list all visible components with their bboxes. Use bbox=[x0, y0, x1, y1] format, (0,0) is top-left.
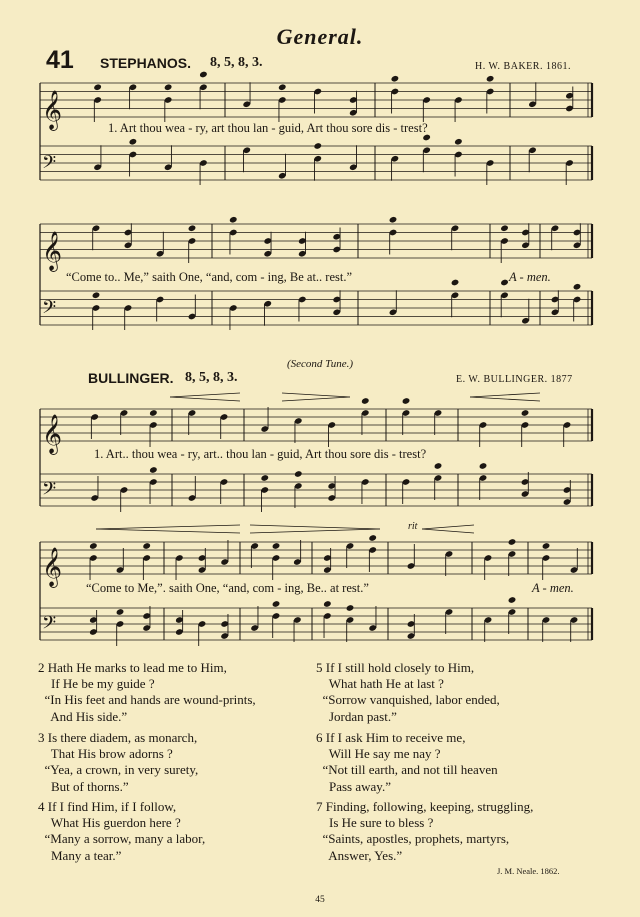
lyrics-stephanos-line1: 1. Art thou wea - ry, art thou lan - guid, Art thou sore dis - trest? bbox=[108, 121, 428, 135]
bass-clef-icon: 𝄢 bbox=[42, 479, 57, 504]
note-head bbox=[149, 409, 158, 417]
amen-bullinger: A - men. bbox=[532, 581, 574, 595]
decrescendo-hairpin bbox=[250, 525, 380, 529]
note-head bbox=[188, 224, 197, 232]
note-head bbox=[229, 216, 238, 224]
crescendo-hairpin bbox=[422, 529, 474, 533]
crescendo-hairpin bbox=[470, 393, 540, 397]
lyrics-bullinger-line1: 1. Art.. thou wea - ry, art.. thou lan - guid, Art thou sore dis - trest? bbox=[94, 447, 427, 461]
crescendo-hairpin bbox=[96, 529, 240, 533]
bass-clef-icon: 𝄢 bbox=[42, 152, 57, 178]
crescendo-hairpin bbox=[96, 525, 240, 529]
decrescendo-hairpin bbox=[282, 397, 350, 401]
note-head bbox=[521, 409, 530, 417]
stanza-2: 2 Hath He marks to lead me to Him, If He be my guide ? “In His feet and hands are wound-prints, And His side.” bbox=[38, 660, 256, 724]
note-head bbox=[402, 397, 411, 405]
crescendo-hairpin bbox=[470, 397, 540, 401]
crescendo-hairpin bbox=[422, 525, 474, 529]
amen-stephanos: A - men. bbox=[509, 270, 551, 284]
meter-bullinger: 8, 5, 8, 3. bbox=[185, 370, 238, 385]
lyrics-stephanos-line2: “Come to.. Me,” saith One, “and, com - ing, Be at.. rest.” bbox=[66, 270, 353, 284]
note-head bbox=[508, 596, 517, 604]
note-head bbox=[323, 600, 332, 608]
stanza-5: 5 If I still hold closely to Him, What hath He at last ? “Sorrow vanquished, labor ended, Jordan past.” bbox=[316, 660, 500, 724]
note-head bbox=[260, 474, 269, 482]
note-head bbox=[479, 462, 488, 470]
composer-stephanos: H. W. BAKER. 1861. bbox=[475, 61, 571, 72]
author-credit: J. M. Neale. 1862. bbox=[497, 866, 560, 876]
stanza-3: 3 Is there diadem, as monarch, That His brow adorns ? “Yea, a crown, in very surety, But of thorns.” bbox=[38, 730, 199, 794]
treble-clef-icon: 𝄞 bbox=[42, 90, 63, 130]
note-head bbox=[434, 462, 443, 470]
note-head bbox=[542, 542, 551, 550]
note-head bbox=[486, 75, 495, 83]
note-head bbox=[164, 83, 173, 91]
tune-name-stephanos: STEPHANOS. bbox=[100, 55, 192, 71]
note-head bbox=[199, 71, 208, 79]
note-head bbox=[278, 83, 287, 91]
treble-clef-icon: 𝄞 bbox=[42, 547, 63, 587]
stanza-6: 6 If I ask Him to receive me, Will He say me nay ? “Not till earth, and not till heaven Pass away.” bbox=[316, 730, 498, 794]
decrescendo-hairpin bbox=[250, 529, 380, 533]
note-head bbox=[142, 542, 151, 550]
note-head bbox=[272, 542, 281, 550]
meter-stephanos: 8, 5, 8, 3. bbox=[210, 55, 263, 70]
crescendo-hairpin bbox=[170, 393, 240, 397]
rit-marking: rit bbox=[408, 521, 418, 532]
note-head bbox=[389, 216, 398, 224]
section-title: General. bbox=[276, 24, 364, 49]
note-head bbox=[149, 466, 158, 474]
note-head bbox=[346, 604, 355, 612]
bass-clef-icon: 𝄢 bbox=[42, 613, 57, 638]
note-head bbox=[93, 83, 102, 91]
note-head bbox=[116, 608, 125, 616]
note-head bbox=[313, 142, 322, 150]
note-head bbox=[89, 542, 98, 550]
bass-clef-icon: 𝄢 bbox=[42, 297, 57, 323]
note-head bbox=[361, 397, 370, 405]
tune-name-bullinger: BULLINGER. bbox=[88, 370, 174, 386]
hymn-number: 41 bbox=[46, 46, 74, 74]
crescendo-hairpin bbox=[170, 397, 240, 401]
second-tune-label: (Second Tune.) bbox=[287, 358, 353, 370]
note-head bbox=[92, 291, 101, 299]
note-head bbox=[391, 75, 400, 83]
note-head bbox=[272, 600, 281, 608]
stanza-4: 4 If I find Him, if I follow, What His guerdon here ? “Many a sorrow, many a labor, Many a tear.” bbox=[38, 799, 206, 863]
page-number: 45 bbox=[315, 895, 325, 905]
note-head bbox=[500, 279, 509, 287]
treble-clef-icon: 𝄞 bbox=[42, 231, 63, 271]
lyrics-bullinger-line2: “Come to Me,”. saith One, “and, com - ing, Be.. at rest.” bbox=[86, 581, 369, 595]
treble-clef-icon: 𝄞 bbox=[42, 414, 63, 454]
decrescendo-hairpin bbox=[282, 393, 350, 397]
note-head bbox=[454, 138, 463, 146]
note-head bbox=[451, 279, 460, 287]
composer-bullinger: E. W. BULLINGER. 1877 bbox=[456, 374, 573, 385]
note-head bbox=[294, 470, 303, 478]
stanza-7: 7 Finding, following, keeping, struggling, Is He sure to bless ? “Saints, apostles, prophets, martyrs, Answer, Yes.” bbox=[316, 799, 534, 863]
note-head bbox=[368, 534, 377, 542]
note-head bbox=[500, 224, 509, 232]
note-head bbox=[508, 538, 517, 546]
note-head bbox=[129, 138, 138, 146]
note-head bbox=[573, 283, 582, 291]
